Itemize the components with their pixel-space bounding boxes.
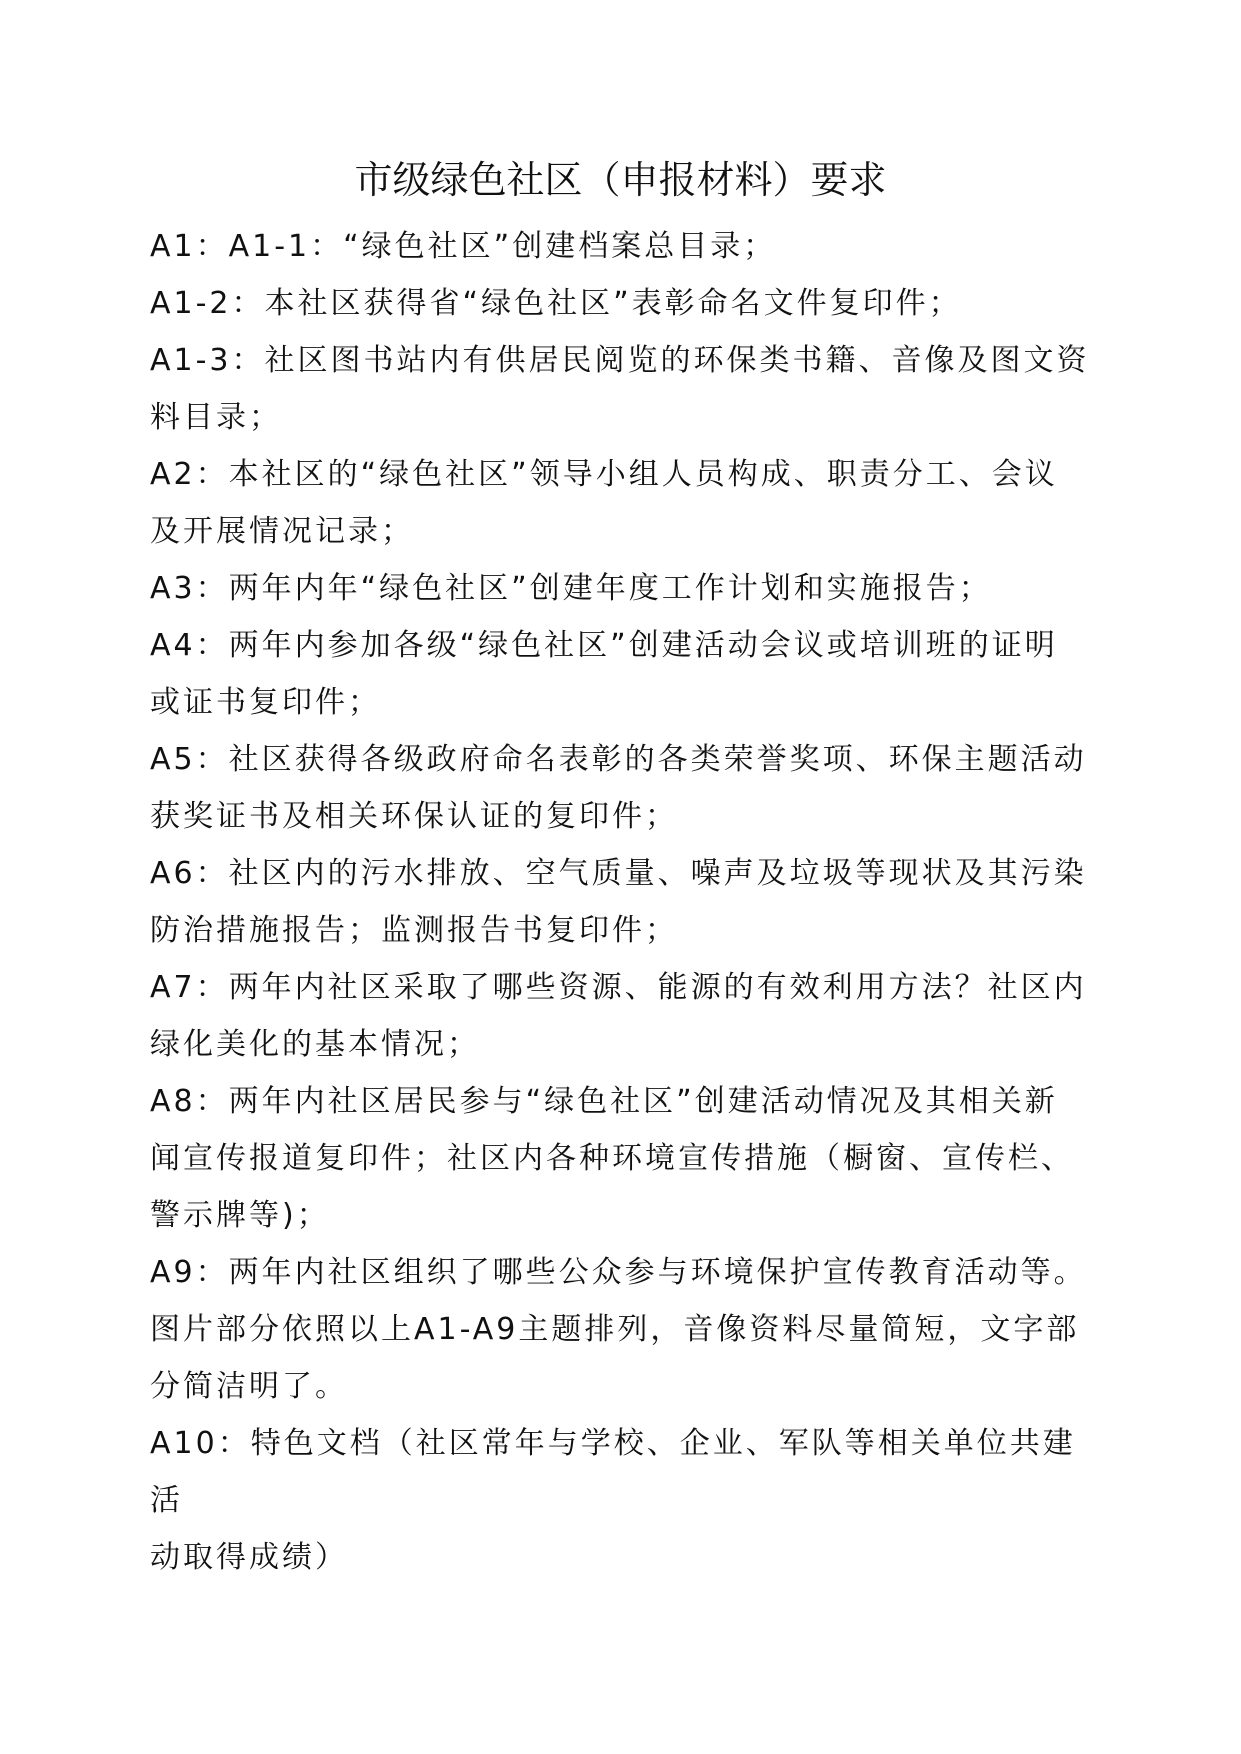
document-title: 市级绿色社区（申报材料）要求 (354, 158, 887, 202)
item-a5: A5：社区获得各级政府命名表彰的各类荣誉奖项、环保主题活动 获奖证书及相关环保认证的复印件； (150, 742, 1087, 834)
item-a4: A4：两年内参加各级“绿色社区”创建活动会议或培训班的证明 或证书复印件； (150, 628, 1058, 720)
requirements-list (150, 218, 1090, 1586)
image-note: 图片部分依照以上A1-A9主题排列，音像资料尽量简短，文字部 分简洁明了。 (150, 1312, 1080, 1404)
item-a7: A7：两年内社区采取了哪些资源、能源的有效利用方法？社区内 绿化美化的基本情况； (150, 970, 1087, 1062)
item-a10: A10：特色文档（社区常年与学校、企业、军队等相关单位共建活 动取得成绩） (150, 1426, 1076, 1575)
item-a1-3: A1-3：社区图书站内有供居民阅览的环保类书籍、音像及图文资 料目录； (150, 343, 1090, 435)
item-a9: A9：两年内社区组织了哪些公众参与环境保护宣传教育活动等。 (150, 1255, 1087, 1290)
item-a6: A6：社区内的污水排放、空气质量、噪声及垃圾等现状及其污染 防治措施报告；监测报告书复印件； (150, 856, 1087, 948)
item-a2: A2：本社区的“绿色社区”领导小组人员构成、职责分工、会议 及开展情况记录； (150, 457, 1058, 549)
item-a3: A3：两年内年“绿色社区”创建年度工作计划和实施报告； (150, 571, 992, 606)
item-a1-2: A1-2：本社区获得省“绿色社区”表彰命名文件复印件； (150, 286, 962, 321)
item-a8: A8：两年内社区居民参与“绿色社区”创建活动情况及其相关新 闻宣传报道复印件；社区内各种环境宣传措施（橱窗、宣传栏、 警示牌等)； (150, 1084, 1074, 1233)
item-a1-1: A1：A1-1：“绿色社区”创建档案总目录； (150, 229, 777, 264)
